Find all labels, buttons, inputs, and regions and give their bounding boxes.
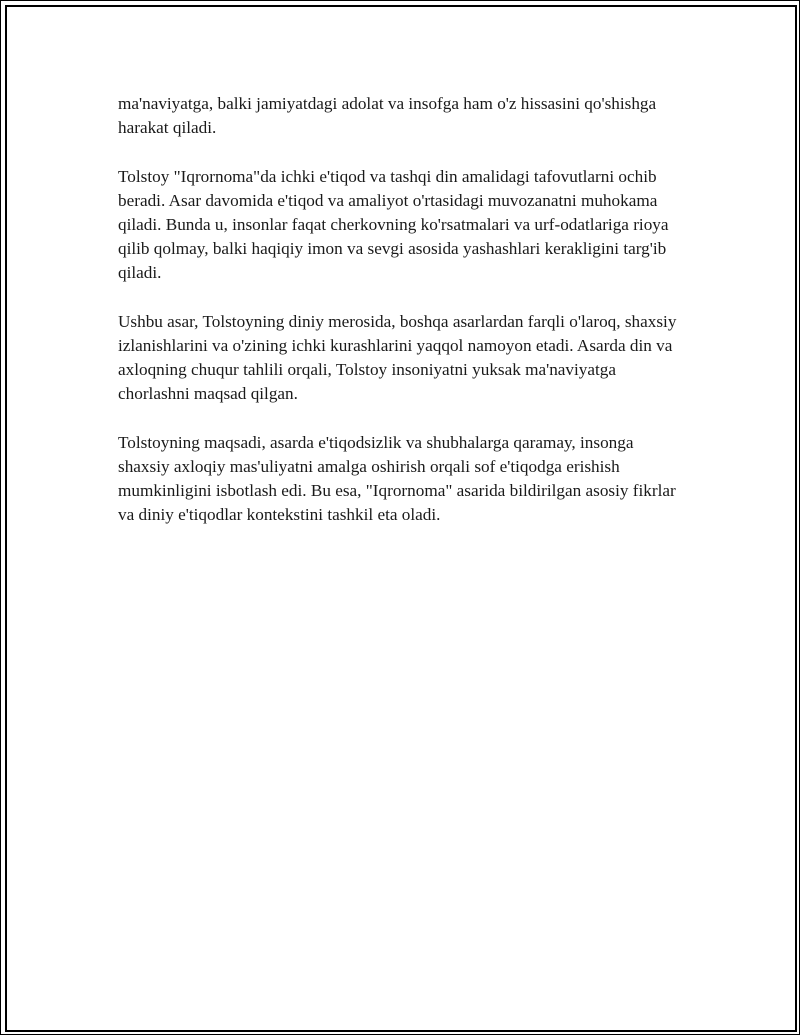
paragraph: Tolstoy "Iqrornoma"da ichki e'tiqod va tashqi din amalidagi tafovutlarni ochib beradi. Asar davomida e'tiqod va amaliyot o'rtasidagi muvozanatni muhokama qiladi. Bunda u, insonlar faqat cherkovning ko'rsatmalari va urf-odatlariga rioya qilib qolmay, balki haqiqiy imon va sevgi asosida yashashlari kerakligini targ'ib qiladi. [118, 166, 669, 283]
paragraph: Ushbu asar, Tolstoyning diniy merosida, boshqa asarlardan farqli o'laroq, shaxsiy izlanishlarini va o'zining ichki kurashlarini yaqqol namoyon etadi. Asarda din va axloqning chuqur tahlili orqali, Tolstoy insoniyatni yuksak ma'naviyatga chorlashni maqsad qilgan. [118, 311, 677, 404]
paragraph: Tolstoyning maqsadi, asarda e'tiqodsizlik va shubhalarga qaramay, insonga shaxsiy axloqiy mas'uliyatni amalga oshirish orqali sof e'tiqodga erishish mumkinligini isbotlash edi. Bu esa, "Iqrornoma" asarida bildirilgan asosiy fikrlar va diniy e'tiqodlar kontekstini tashkil eta oladi. [118, 432, 676, 525]
document-body [118, 92, 683, 552]
paragraph: ma'naviyatga, balki jamiyatdagi adolat va insofga ham o'z hissasini qo'shishga harakat qiladi. [118, 94, 657, 138]
